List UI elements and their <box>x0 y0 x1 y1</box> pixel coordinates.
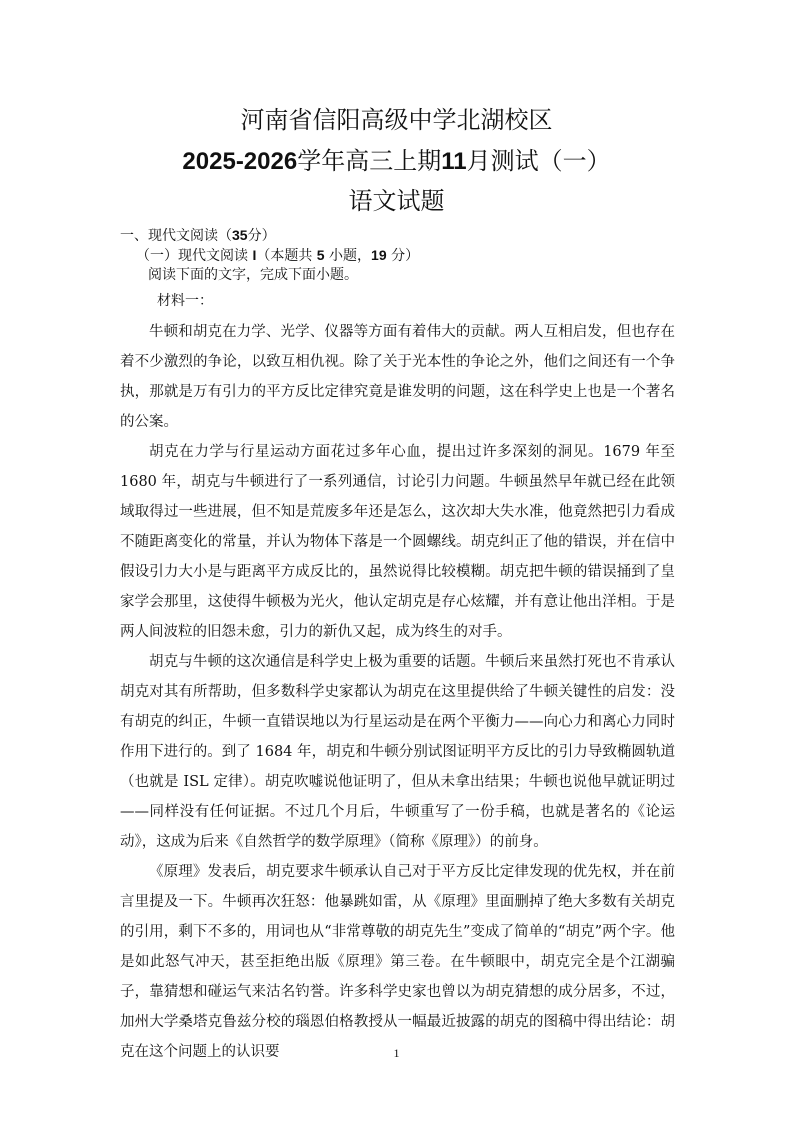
material-label: 材料一： <box>157 293 213 309</box>
year-range: 2025-2026 <box>182 148 298 175</box>
school-title: 河南省信阳高级中学北湖校区 <box>240 106 553 134</box>
term-a: 学年高三上期 <box>297 147 442 175</box>
subsection-heading <box>136 245 419 266</box>
passage-body <box>120 317 675 1067</box>
subsection-points: 19 <box>371 247 387 263</box>
subsection-count: 5 <box>316 247 325 263</box>
subsection-c: 小题， <box>329 248 372 264</box>
paragraph-3: 胡克与牛顿的这次通信是科学史上极为重要的话题。牛顿后来虽然打死也不肯承认胡克对其有所帮助，但多数科学史家都认为胡克在这里提供给了牛顿关键性的启发：没有胡克的纠正，牛顿一直错误地以为行星运动是在两个平衡力——向心力和离心力同时作用下进行的。到了 1684 年，胡克和牛顿分别试图证明平方反比的引力导致椭圆轨道（也就是 ISL 定律）。胡克吹嘘说他证明了，但从未拿出结果；牛顿也说他早就证明过——同样没有任何证据。不过几个月后，牛顿重写了一份手稿，也就是著名的《论运动》，这成为后来《自然哲学的数学原理》（简称《原理》）的前身。 <box>120 654 675 850</box>
page-number: 1 <box>393 1046 400 1060</box>
paragraph-1: 牛顿和胡克在力学、光学、仪器等方面有着伟大的贡献。两人互相启发，但也存在着不少激烈的争论，以致互相仇视。除了关于光本性的争论之外，他们之间还有一个争执，那就是万有引力的平方反比定律究竟是谁发明的问题，这在科学史上也是一个著名的公案。 <box>120 324 675 430</box>
instruction: 阅读下面的文字，完成下面小题。 <box>148 267 358 283</box>
section-title-b: 分） <box>247 228 276 244</box>
paragraph-2: 胡克在力学与行星运动方面花过多年心血，提出过许多深刻的洞见。1679 年至 1680 年，胡克与牛顿进行了一系列通信，讨论引力问题。牛顿虽然早年就已经在此领域取得过一些进展，但不知是荒废多年还是怎么，这次却大失水准，他竟然把引力看成不随距离变化的常量，并认为物体下落是一个圆螺线。胡克纠正了他的错误，并在信中假设引力大小是与距离平方成反比的，虽然说得比较模糊。胡克把牛顿的错误捅到了皇家学会那里，这使得牛顿极为光火，他认定胡克是存心炫耀，并有意让他出洋相。于是两人间波粒的旧怨未愈，引力的新仇又起，成为终生的对手。 <box>120 444 675 640</box>
subsection-d: 分） <box>391 248 420 264</box>
exam-title <box>0 146 793 177</box>
month: 11 <box>441 148 467 175</box>
subsection-b: （本题共 <box>256 248 313 264</box>
section-title-a: 一、现代文阅读（ <box>120 228 232 244</box>
section-points: 35 <box>232 227 248 243</box>
subsection-a: （一）现代文阅读 <box>136 248 248 264</box>
section-heading <box>120 225 276 246</box>
term-b: 月测试（一） <box>466 147 611 175</box>
subject-title: 语文试题 <box>348 187 445 215</box>
paragraph-4: 《原理》发表后，胡克要求牛顿承认自己对于平方反比定律发现的优先权，并在前言里提及一下。牛顿再次狂怒：他暴跳如雷，从《原理》里面删掉了绝大多数有关胡克的引用，剩下不多的，用词也从“非常尊敬的胡克先生”变成了简单的“胡克”两个字。他是如此怒气冲天，甚至拒绝出版《原理》第三卷。在牛顿眼中，胡克完全是个江湖骗子，靠猜想和碰运气来沽名钓誉。许多科学史家也曾以为胡克猜想的成分居多，不过，加州大学桑塔克鲁兹分校的瑙恩伯格教授从一幅最近披露的胡克的图稿中得出结论：胡克在这个问题上的认识要 <box>120 864 675 1060</box>
subsection-roman: I <box>252 247 257 263</box>
